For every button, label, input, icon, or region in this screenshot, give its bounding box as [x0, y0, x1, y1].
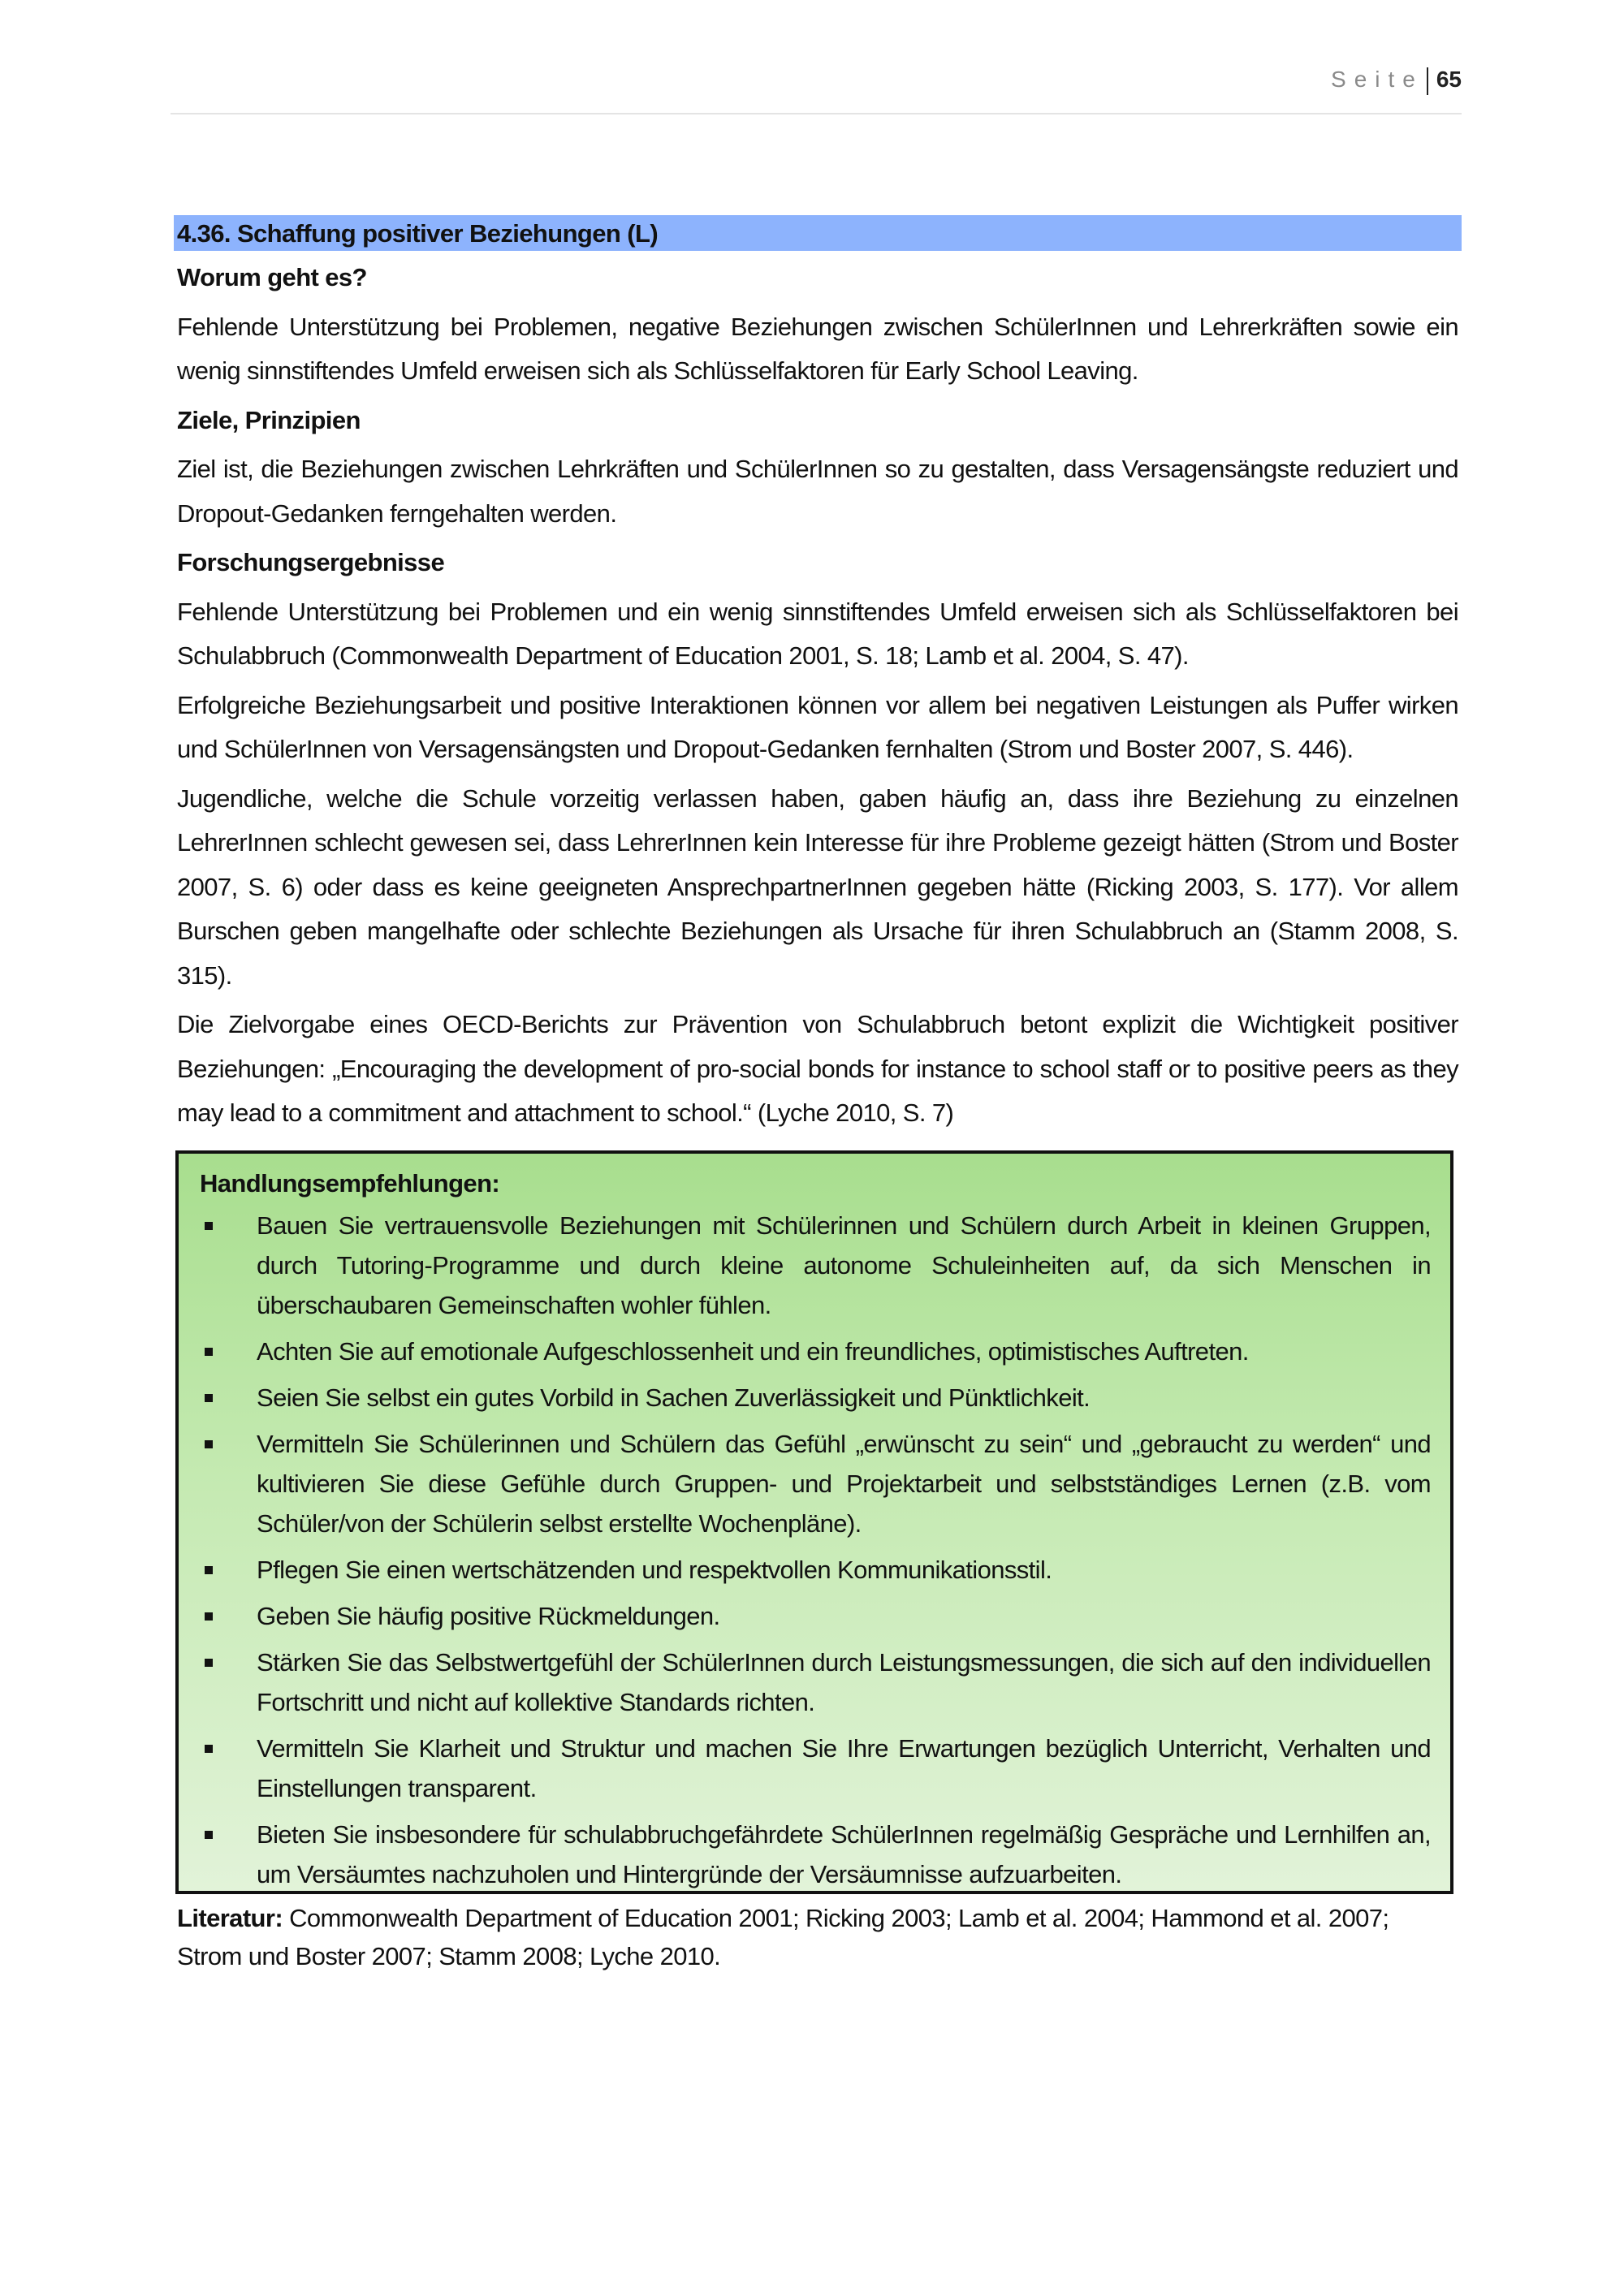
paragraph: Jugendliche, welche die Schule vorzeitig verlassen haben, gaben häufig an, dass ihre Beziehung zu einzelnen LehrerInnen schlecht gewesen sei, dass LehrerInnen kein Interesse für ihre Probleme gezeigt hätten (Strom und Boster 2007, S. 6) oder dass es keine geeigneten AnsprechpartnerInnen gegeben hätte (Ricking 2003, S. 177). Vor allem Burschen geben mangelhafte oder schlechte Beziehungen als Ursache für ihren Schulabbruch an (Stamm 2008, S. 315). [177, 783, 1458, 990]
literature [177, 1899, 1458, 1975]
bullet-icon [205, 1612, 213, 1621]
bullet-icon [205, 1831, 213, 1839]
paragraph: Ziel ist, die Beziehungen zwischen Lehrkräften und SchülerInnen so zu gestalten, dass Versagensängste reduziert und Dropout-Gedanken ferngehalten werden. [177, 455, 1458, 528]
paragraph: Die Zielvorgabe eines OECD-Berichts zur Prävention von Schulabbruch betont explizit die Wichtigkeit positiver Beziehungen: „Encouraging the development of pro-social bonds for instance to school staff or to positive peers as they may lead to a commitment and attachment to school.“ (Lyche 2010, S. 7) [177, 1010, 1458, 1127]
list-item-text: Pflegen Sie einen wertschätzenden und respektvollen Kommunikationsstil. [257, 1555, 1052, 1584]
recommendations-list [200, 1206, 1431, 1894]
page-header [1331, 63, 1462, 96]
list-item-text: Seien Sie selbst ein gutes Vorbild in Sachen Zuverlässigkeit und Pünktlichkeit. [257, 1383, 1091, 1412]
list-item [200, 1815, 1431, 1894]
list-item-text: Geben Sie häufig positive Rückmeldungen. [257, 1601, 720, 1630]
list-item [200, 1642, 1431, 1722]
section-title: 4.36. Schaffung positiver Beziehungen (L) [174, 215, 1462, 251]
page-content [174, 215, 1462, 1975]
list-item-text: Bieten Sie insbesondere für schulabbruchgefährdete SchülerInnen regelmäßig Gespräche und Lernhilfen an, um Versäumtes nachzuholen und Hintergründe der Versäumnisse aufzuarbeiten. [257, 1819, 1431, 1888]
list-item-text: Stärken Sie das Selbstwertgefühl der SchülerInnen durch Leistungsmessungen, die sich auf den individuellen Fortschritt und nicht auf kollektive Standards richten. [257, 1647, 1431, 1716]
paragraph: Erfolgreiche Beziehungsarbeit und positive Interaktionen können vor allem bei negativen Leistungen als Puffer wirken und SchülerInnen von Versagensängsten und Dropout-Gedanken fernhalten (Strom und Boster 2007, S. 446). [177, 690, 1458, 763]
heading-ziele: Ziele, Prinzipien [177, 405, 361, 434]
header-rule [171, 113, 1462, 114]
heading-worum: Worum geht es? [177, 263, 367, 291]
bullet-icon [205, 1659, 213, 1667]
literature-label: Literatur: [177, 1903, 283, 1932]
literature-text: Commonwealth Department of Education 2001; Ricking 2003; Lamb et al. 2004; Hammond et al. 2007; Strom und Boster 2007; Stamm 2008; Lyche 2010. [177, 1903, 1389, 1970]
recommendations-title: Handlungsempfehlungen: [200, 1168, 500, 1198]
list-item [200, 1550, 1431, 1590]
page-number: 65 [1436, 67, 1462, 92]
bullet-icon [205, 1348, 213, 1356]
paragraph: Fehlende Unterstützung bei Problemen, negative Beziehungen zwischen SchülerInnen und Lehrerkräften sowie ein wenig sinnstiftendes Umfeld erweisen sich als Schlüsselfaktoren für Early School Leaving. [177, 312, 1458, 385]
list-item [200, 1378, 1431, 1418]
page-label: Seite [1331, 67, 1423, 92]
list-item-text: Vermitteln Sie Schülerinnen und Schülern das Gefühl „erwünscht zu sein“ und „gebraucht zu werden“ und kultivieren Sie diese Gefühle durch Gruppen- und Projektarbeit und selbstständiges Lernen (z.B. vom Schüler/von der Schülerin selbst erstellte Wochenpläne). [257, 1429, 1431, 1538]
list-item [200, 1728, 1431, 1808]
heading-forschung: Forschungsergebnisse [177, 548, 445, 576]
bullet-icon [205, 1222, 213, 1230]
bullet-icon [205, 1394, 213, 1402]
bullet-icon [205, 1745, 213, 1753]
bullet-icon [205, 1566, 213, 1574]
list-item [200, 1206, 1431, 1325]
list-item-text: Achten Sie auf emotionale Aufgeschlossenheit und ein freundliches, optimistisches Auftreten. [257, 1336, 1249, 1366]
header-separator [1427, 67, 1428, 95]
list-item-text: Bauen Sie vertrauensvolle Beziehungen mit Schülerinnen und Schülern durch Arbeit in kleinen Gruppen, durch Tutoring-Programme und durch kleine autonome Schuleinheiten auf, da sich Menschen in überschaubaren Gemeinschaften wohler fühlen. [257, 1211, 1431, 1319]
list-item [200, 1424, 1431, 1543]
list-item-text: Vermitteln Sie Klarheit und Struktur und machen Sie Ihre Erwartungen bezüglich Unterricht, Verhalten und Einstellungen transparent. [257, 1733, 1431, 1802]
list-item [200, 1331, 1431, 1371]
bullet-icon [205, 1440, 213, 1448]
list-item [200, 1596, 1431, 1636]
recommendations-box [175, 1150, 1453, 1894]
paragraph: Fehlende Unterstützung bei Problemen und ein wenig sinnstiftendes Umfeld erweisen sich als Schlüsselfaktoren bei Schulabbruch (Commonwealth Department of Education 2001, S. 18; Lamb et al. 2004, S. 47). [177, 597, 1458, 670]
